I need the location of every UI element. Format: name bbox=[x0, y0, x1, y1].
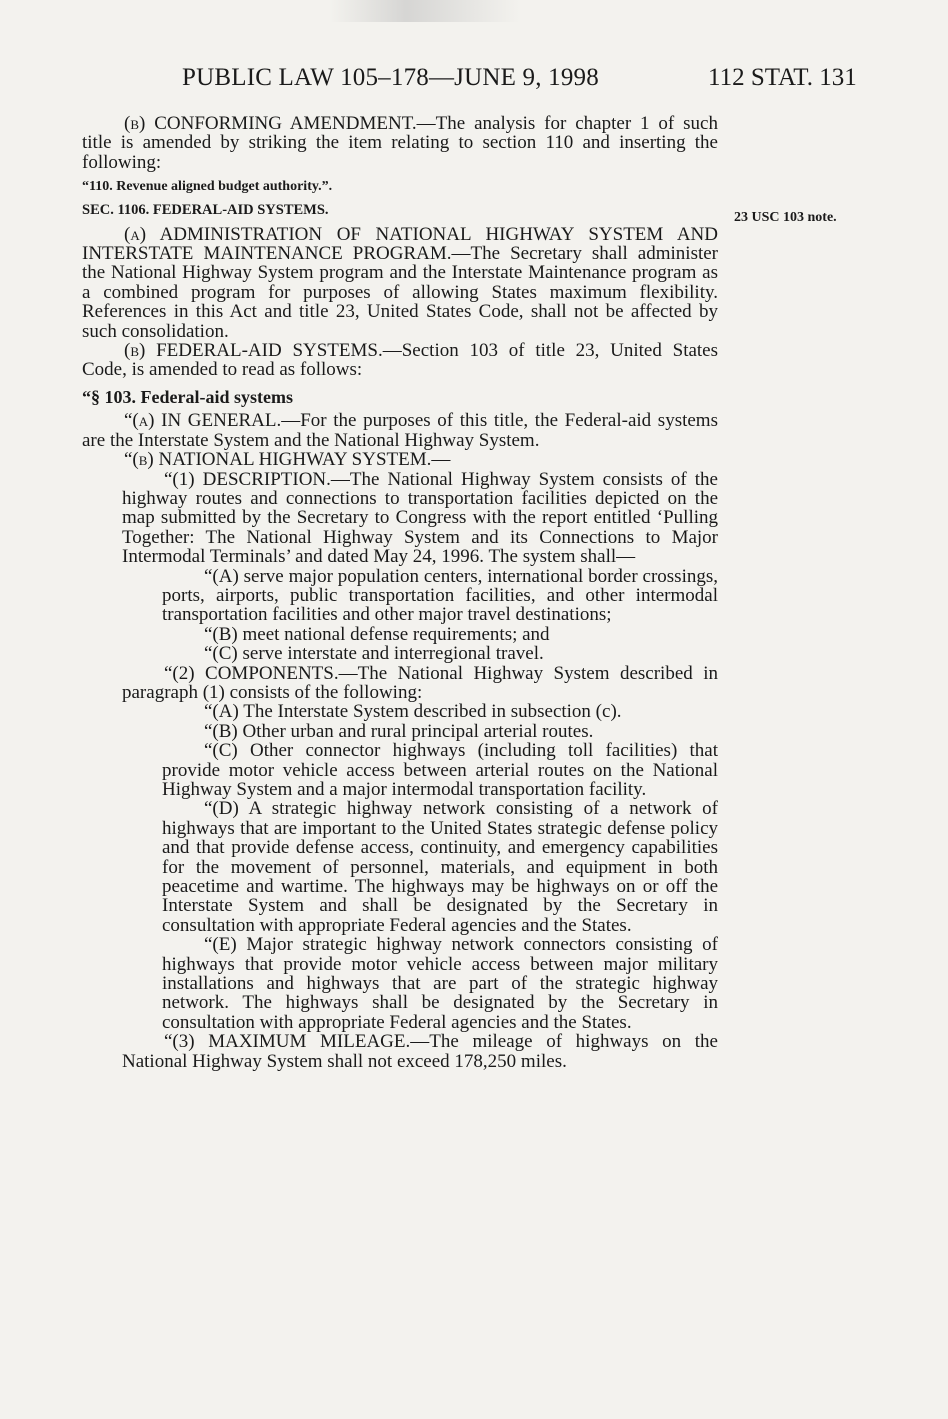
paragraph-text: —The National Highway System described in paragraph (1) consists of the following: bbox=[122, 662, 718, 703]
paragraph-2D: “(D) A strategic highway network consisting of a network of highways that are important to the United States strategic defense policy and that provide defense access, continuity, and emergency capabilities for the movement of personnel, materials, and equipment in both peacetime and wartime. The highways may be highways on or off the Interstate System and shall be designated by the Secretary in consultation with appropriate Federal agencies and the States. bbox=[162, 798, 718, 936]
paragraph-text: —For the purposes of this title, the Federal-aid systems are the Interstate System and the National Highway System. bbox=[82, 410, 718, 451]
paragraph-2B: “(B) Other urban and rural principal arterial routes. bbox=[204, 720, 594, 742]
paragraph-2C: “(C) Other connector highways (including toll facilities) that provide motor vehicle access between arterial routes on the National Highway System and a major intermodal transportation facility. bbox=[162, 740, 718, 800]
section-103-heading: “§ 103. Federal-aid systems bbox=[82, 386, 293, 407]
heading-label: (b) FEDERAL-AID SYSTEMS. bbox=[124, 340, 383, 362]
scan-artifact bbox=[330, 0, 520, 22]
document-body bbox=[82, 114, 718, 1071]
paragraph-b-conforming bbox=[82, 114, 718, 172]
paragraph-text: —Section 103 of title 23, United States Code, is amended to read as follows: bbox=[82, 340, 719, 381]
section-1106-heading: SEC. 1106. FEDERAL-AID SYSTEMS. bbox=[82, 202, 329, 219]
paragraph-1B: “(B) meet national defense requirements; and bbox=[204, 623, 550, 645]
paragraph-text: —The analysis for chapter 1 of such title is amended by striking the item relating to section 110 and inserting the following: bbox=[82, 113, 718, 173]
heading-label: “(1) DESCRIPTION. bbox=[164, 468, 331, 490]
paragraph-b-nhs bbox=[82, 450, 718, 469]
heading-label: (a) ADMINISTRATION OF NATIONAL HIGHWAY SYSTEM AND INTERSTATE MAINTENANCE PROGRAM. bbox=[82, 223, 718, 265]
paragraph-1A: “(A) serve major population centers, international border crossings, ports, airports, public transportation facilities, and other intermodal transportation facilities and other major travel destinations; bbox=[162, 565, 718, 626]
heading-label: “(3) MAXIMUM MILEAGE. bbox=[164, 1031, 411, 1053]
paragraph-text: —The National Highway System consists of the highway routes and connections to transportation facilities depicted on the map submitted by the Secretary to Congress with the report entitled ‘Pulling Together: The National Highway System and its Connections to Major Intermodal Terminals’ and dated May 24, 1996. The system shall— bbox=[122, 468, 718, 568]
paragraph-3-maximum-mileage bbox=[122, 1032, 718, 1071]
paragraph-1C: “(C) serve interstate and interregional travel. bbox=[204, 643, 544, 665]
paragraph-1-description bbox=[122, 470, 718, 567]
paragraph-a-administration bbox=[82, 225, 718, 341]
item-110: “110. Revenue aligned budget authority.”. bbox=[82, 179, 333, 195]
margin-note: 23 USC 103 note. bbox=[734, 210, 837, 225]
paragraph-text: — bbox=[431, 449, 451, 471]
heading-label: “(2) COMPONENTS. bbox=[164, 662, 339, 684]
page-header-stat: 112 STAT. 131 bbox=[708, 64, 857, 91]
paragraph-2E: “(E) Major strategic highway network connectors consisting of highways that provide motor vehicle access between major military installations and highways that are part of the strategic highway network. The highways shall be designated by the Secretary in consultation with appropriate Federal agencies and the States. bbox=[162, 934, 718, 1033]
paragraph-text: —The Secretary shall administer the National Highway System program and the Interstate Maintenance program as a combined program for purposes of allowing States maximum flexibility. References in this Act and title 23, United States Code, shall not be affected by such consolidation. bbox=[82, 243, 719, 342]
paragraph-b-federal-aid bbox=[82, 341, 718, 380]
paragraph-2A: “(A) The Interstate System described in subsection (c). bbox=[204, 701, 622, 723]
paragraph-a-in-general bbox=[82, 411, 718, 450]
paragraph-text: —The mileage of highways on the National Highway System shall not exceed 178,250 miles. bbox=[122, 1031, 718, 1072]
page-header-title: PUBLIC LAW 105–178—JUNE 9, 1998 bbox=[182, 64, 599, 91]
paragraph-2-components bbox=[122, 664, 718, 703]
heading-label: “(a) IN GENERAL. bbox=[124, 410, 282, 432]
heading-label: “(b) NATIONAL HIGHWAY SYSTEM. bbox=[124, 449, 432, 471]
heading-label: (b) CONFORMING AMENDMENT. bbox=[124, 113, 417, 134]
